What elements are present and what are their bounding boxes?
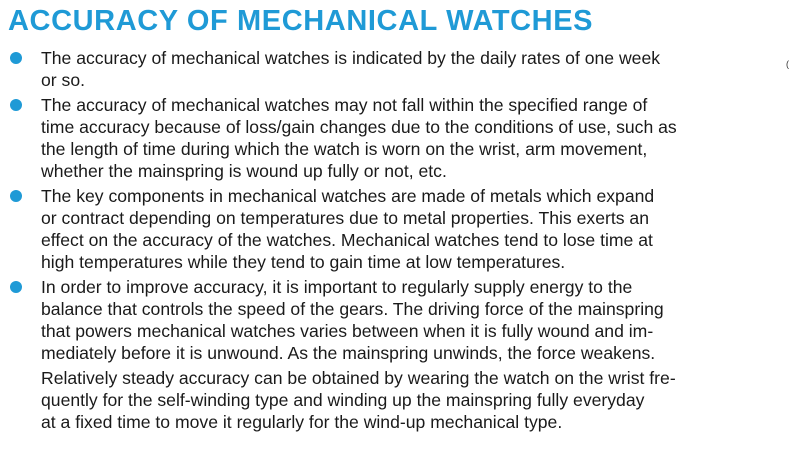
list-item [0, 276, 778, 364]
list-item-text: The accuracy of mechanical watches is indicated by the daily rates of one week or so. [41, 48, 661, 90]
list-item [0, 47, 778, 91]
list-item [0, 185, 778, 273]
bullet-dot-icon [10, 190, 22, 202]
page-title: ACCURACY OF MECHANICAL WATCHES [8, 5, 594, 37]
bullet-dot-icon [10, 281, 22, 293]
edge-mark: ( [786, 59, 789, 69]
bullet-dot-icon [10, 99, 22, 111]
bullet-dot-icon [10, 52, 22, 64]
bullet-list [0, 47, 793, 433]
continuation-paragraph: Relatively steady accuracy can be obtained by wearing the watch on the wrist fre- quently for the self-winding type and winding up the mainspring fully everyday at a fixed time to move it regularly for the wind-up mechanical type. [41, 368, 676, 432]
list-item-text: The accuracy of mechanical watches may not fall within the specified range of time accuracy because of loss/gain changes due to the conditions of use, such as the length of time during which the watch is worn on the wrist, arm movement, whether the mainspring is wound up fully or not, etc. [41, 95, 677, 181]
list-item-text: In order to improve accuracy, it is important to regularly supply energy to the balance that controls the speed of the gears. The driving force of the mainspring that powers mechanical watches varies between when it is fully wound and im- mediately before it is unwound. As the mainspring unwinds, the force weakens. [41, 277, 664, 363]
list-item [0, 94, 778, 182]
list-item-text: The key components in mechanical watches are made of metals which expand or contract depending on temperatures due to metal properties. This exerts an effect on the accuracy of the watches. Mechanical watches tend to lose time at high temperatures while they tend to gain time at low temperatures. [41, 186, 655, 272]
